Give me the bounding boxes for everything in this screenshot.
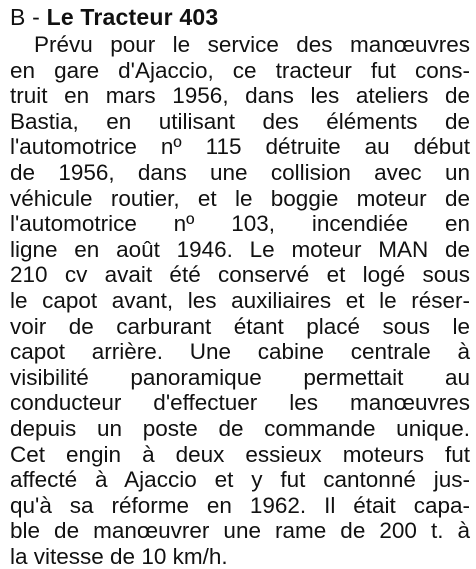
text-line: ligne en août 1946. Le moteur MAN de [10,236,470,262]
text-line: l'automotrice nº 115 détruite au début [10,134,470,160]
section-heading [10,4,470,31]
text-line: affecté à Ajaccio et y fut cantonné jus- [10,467,470,493]
text-line: Cet engin à deux essieux moteurs fut [10,441,470,467]
text-line: voir de carburant étant placé sous le [10,313,470,339]
text-line: truit en mars 1956, dans les ateliers de [10,83,470,109]
text-line: qu'à sa réforme en 1962. Il était capa- [10,492,470,518]
text-line: 210 cv avait été conservé et logé sous [10,262,470,288]
text-line: de 1956, dans une collision avec un [10,159,470,185]
text-line: en gare d'Ajaccio, ce tracteur fut cons- [10,57,470,83]
text-line: Prévu pour le service des manœuvres [34,32,470,57]
text-line: depuis un poste de commande unique. [10,415,470,441]
text-line: l'automotrice nº 103, incendiée en [10,211,470,237]
text-line: le capot avant, les auxiliaires et le réser- [10,287,470,313]
text-line: Bastia, en utilisant des éléments de [10,108,470,134]
text-line: ble de manœuvrer une rame de 200 t. à [10,518,470,544]
section-letter: B - [10,4,47,30]
text-line: véhicule routier, et le boggie moteur de [10,185,470,211]
text-line: conducteur d'effectuer les manœuvres [10,390,470,416]
text-line: visibilité panoramique permettait au [10,364,470,390]
text-line: capot arrière. Une cabine centrale à [10,339,470,365]
body-paragraph [10,32,470,569]
text-line: la vitesse de 10 km/h. [10,543,228,569]
section-title: Le Tracteur 403 [46,4,219,30]
